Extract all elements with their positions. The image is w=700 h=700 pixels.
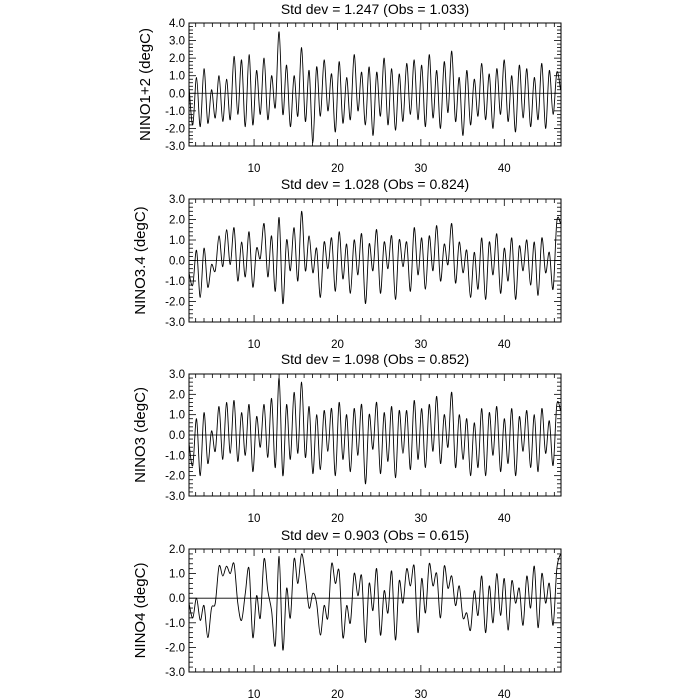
x-tick-label: 20 (331, 689, 344, 700)
panel-title: Std dev = 0.903 (Obs = 0.615) (280, 527, 470, 543)
y-tick-label: 2.0 (169, 389, 185, 402)
y-tick-label: -3.0 (165, 491, 185, 503)
y-tick-label: 1.0 (169, 409, 185, 422)
x-tick-label: 20 (331, 513, 344, 525)
x-tick-label: 20 (331, 163, 344, 175)
panel-title: Std dev = 1.247 (Obs = 1.033) (280, 1, 470, 17)
y-tick-label: 2.0 (169, 214, 185, 227)
x-tick-label: 40 (497, 339, 511, 351)
x-tick-label: 40 (497, 163, 511, 175)
y-tick-label: 1.0 (169, 235, 185, 247)
plot-frame (189, 549, 561, 672)
y-axis-label: NINO3 (degC) (132, 387, 149, 483)
y-tick-label: 0.0 (169, 430, 185, 442)
y-tick-label: -2.0 (165, 642, 185, 655)
y-tick-label: -3.0 (165, 141, 185, 153)
series-line (189, 32, 561, 143)
y-tick-label: 3.0 (169, 369, 185, 381)
y-tick-label: 1.0 (169, 568, 185, 581)
y-tick-label: 0.0 (169, 88, 185, 101)
x-tick-label: 30 (414, 339, 428, 351)
y-tick-label: -1.0 (165, 450, 185, 463)
panel-nino3 (132, 351, 561, 525)
y-tick-label: -3.0 (165, 317, 185, 329)
y-tick-label: -2.0 (165, 470, 185, 483)
y-tick-label: 2.0 (169, 53, 185, 66)
x-tick-label: 10 (247, 163, 261, 175)
y-tick-label: -2.0 (165, 123, 185, 136)
y-tick-label: -2.0 (165, 296, 185, 309)
y-axis-label: NINO4 (degC) (132, 562, 149, 659)
y-tick-label: 2.0 (169, 544, 185, 556)
x-tick-label: 30 (414, 163, 428, 175)
x-tick-label: 30 (414, 689, 428, 700)
y-tick-label: -1.0 (165, 105, 185, 118)
panel-nino1-2 (137, 1, 561, 175)
y-tick-label: 1.0 (169, 70, 185, 83)
y-tick-label: -3.0 (165, 667, 185, 679)
y-axis-label: NINO1+2 (degC) (137, 28, 154, 141)
x-tick-label: 10 (247, 339, 261, 351)
panel-nino3-4 (132, 176, 561, 351)
series-line (189, 378, 561, 484)
y-tick-label: 0.0 (169, 593, 185, 606)
y-tick-label: 3.0 (169, 35, 185, 48)
x-tick-label: 40 (497, 689, 511, 700)
y-tick-label: -1.0 (165, 276, 185, 288)
y-tick-label: -1.0 (165, 617, 185, 630)
panel-nino4 (132, 527, 561, 700)
x-tick-label: 20 (331, 339, 344, 351)
y-tick-label: 4.0 (169, 18, 185, 30)
y-axis-label: NINO3.4 (degC) (132, 206, 149, 315)
series-line (189, 211, 561, 303)
x-tick-label: 10 (247, 513, 261, 525)
y-tick-label: 3.0 (169, 194, 185, 206)
series-line (189, 554, 561, 650)
panel-title: Std dev = 1.098 (Obs = 0.852) (280, 351, 470, 367)
plot-frame (189, 23, 561, 146)
x-tick-label: 10 (247, 689, 261, 700)
y-tick-label: 0.0 (169, 255, 185, 268)
panel-title: Std dev = 1.028 (Obs = 0.824) (280, 176, 470, 192)
x-tick-label: 30 (414, 513, 428, 525)
x-tick-label: 40 (497, 513, 511, 525)
